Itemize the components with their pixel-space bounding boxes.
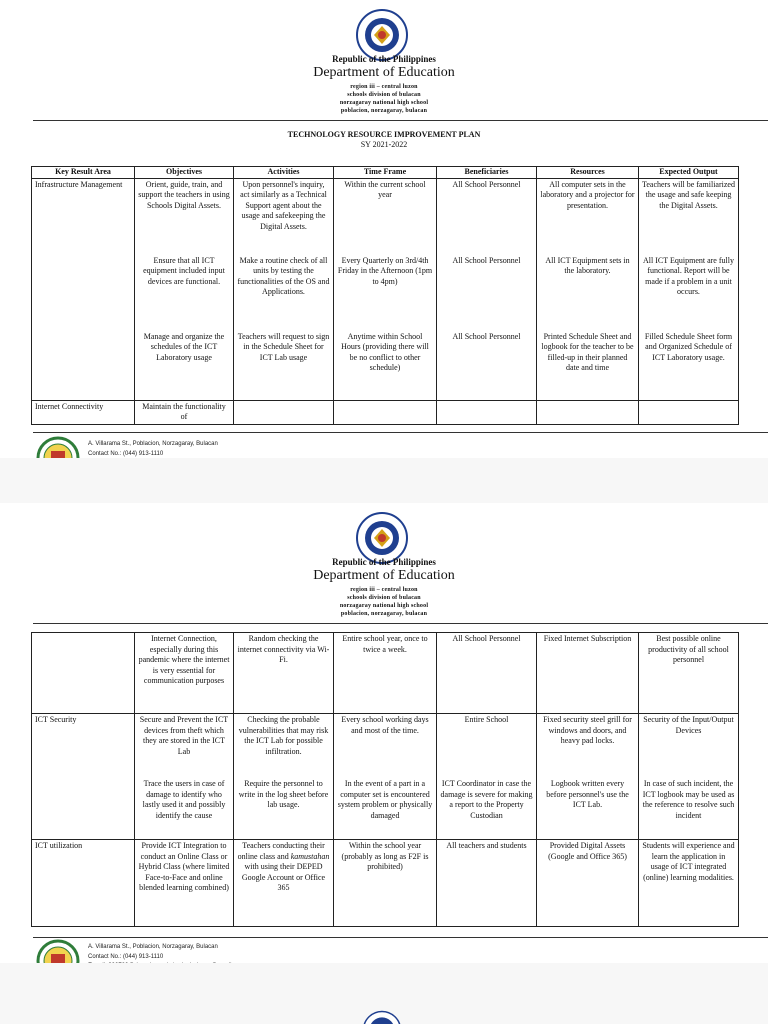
beneficiary-text: Entire School [464, 715, 509, 724]
expected-output-text: In case of such incident, the ICT logbook may be used as the reference to resolve such incident [642, 779, 735, 820]
kra-cell: ICT Security [32, 714, 135, 840]
time-frame-text: Every Quarterly on 3rd/4th Friday in the Afternoon (1pm to 4pm) [337, 255, 433, 286]
time-frame-cell [334, 714, 437, 840]
table-row [32, 178, 739, 400]
footer-divider [33, 937, 768, 938]
time-frame-text: Every school working days and most of the time. [341, 715, 429, 735]
region-label: region iii – central luzon [350, 84, 418, 90]
activity-text: Checking the probable vulnerabilities that may risk the ICT Lab for possible infiltration. [238, 715, 329, 756]
page-gap [0, 458, 768, 503]
beneficiaries-cell [437, 714, 537, 840]
resource-text: Printed Schedule Sheet and logbook for the teacher to be filled-up in their planned date and time [541, 331, 634, 372]
expected-output-text: All ICT Equipment are fully functional. Report will be made if a problem in a unit occurs. [643, 255, 734, 296]
resource-text: All ICT Equipment sets in the laboratory. [545, 255, 630, 275]
table-header-row [32, 167, 739, 179]
activity-text: Upon personnel's inquiry, act similarly as a Technical Support agent about the usage and safekeeping the Digital Assets. [240, 179, 327, 231]
column-header: Beneficiaries [437, 167, 537, 179]
activities-cell [234, 714, 334, 840]
activity-text-part: with using their DEPED Google Account or Office 365 [241, 862, 326, 892]
activities-cell [234, 400, 334, 424]
objective-text: Ensure that all ICT equipment included input devices are functional. [143, 255, 225, 286]
time-frame-cell [334, 400, 437, 424]
beneficiary-text: All School Personnel [452, 179, 521, 189]
time-frame-text: Anytime within School Hours (providing there will be no conflict to other schedule) [341, 331, 429, 372]
objective-text: Secure and Prevent the ICT devices from theft which they are stored in the ICT Lab [139, 715, 229, 756]
time-frame-cell: Entire school year, once to twice a week. [334, 633, 437, 714]
header-divider [33, 120, 768, 121]
expected-output-cell [639, 178, 739, 400]
time-frame-cell: Within the school year (probably as long as F2F is prohibited) [334, 840, 437, 927]
objectives-cell: Internet Connection, especially during this pandemic where the internet is very essential for communication purposes [135, 633, 234, 714]
time-frame-text: Within the current school year [344, 179, 426, 199]
kra-infrastructure: Infrastructure Management [35, 179, 123, 189]
time-frame-text: In the event of a part in a computer set is encountered system problem or physically damaged [337, 779, 433, 820]
resources-cell [537, 400, 639, 424]
plan-title: TECHNOLOGY RESOURCE IMPROVEMENT PLAN [287, 130, 481, 139]
region-label: region iii – central luzon [350, 587, 418, 593]
resources-cell [537, 714, 639, 840]
objectives-cell [135, 178, 234, 400]
school-label: norzagaray national high school [339, 603, 429, 609]
column-header: Time Frame [334, 167, 437, 179]
expected-output-cell: Best possible online productivity of all school personnel [639, 633, 739, 714]
expected-output-text: Filled Schedule Sheet form and Organized Schedule of ICT Laboratory usage. [644, 331, 733, 362]
resources-cell [537, 178, 639, 400]
expected-output-text: Security of the Input/Output Devices [643, 715, 734, 735]
footer-contact: Contact No.: (044) 913-1110 [88, 450, 164, 457]
objective-text: Orient, guide, train, and support the teachers in using Schools Digital Assets. [138, 179, 230, 210]
division-label: schools division of bulacan [347, 595, 421, 601]
table-row [32, 400, 739, 424]
address-label: poblacion, norzagaray, bulacan [340, 108, 428, 114]
expected-output-cell [639, 400, 739, 424]
objectives-cell [135, 714, 234, 840]
plan-school-year: SY 2021-2022 [360, 140, 408, 149]
beneficiary-text: All School Personnel [452, 255, 521, 265]
beneficiaries-cell: All teachers and students [437, 840, 537, 927]
plan-table-page-2 [31, 632, 739, 927]
beneficiaries-cell [437, 400, 537, 424]
kra-cell [32, 633, 135, 714]
header-divider [33, 623, 768, 624]
kra-cell: ICT utilization [32, 840, 135, 927]
activities-cell [234, 840, 334, 927]
beneficiaries-cell [437, 178, 537, 400]
column-header: Resources [537, 167, 639, 179]
footer-contact: Contact No.: (044) 913-1110 [88, 953, 164, 960]
expected-output-cell: Students will experience and learn the application in usage of ICT integrated (online) learning modalities. [639, 840, 739, 927]
resources-cell: Provided Digital Assets (Google and Office 365) [537, 840, 639, 927]
beneficiary-text: ICT Coordinator in case the damage is severe for making a report to the Property Custodian [440, 779, 533, 820]
objective-text: Manage and organize the schedules of the ICT Laboratory usage [143, 331, 225, 362]
department-title: Department of Education [313, 568, 455, 583]
table-row [32, 840, 739, 927]
beneficiary-text: All School Personnel [452, 331, 521, 341]
address-label: poblacion, norzagaray, bulacan [340, 611, 428, 617]
activity-text: Teachers will request to sign in the Schedule Sheet for ICT Lab usage [237, 331, 330, 362]
beneficiaries-cell: All School Personnel [437, 633, 537, 714]
objectives-cell: Provide ICT Integration to conduct an Online Class or Hybrid Class (where limited Face-to-Face and online blended learning combined) [135, 840, 234, 927]
division-label: schools division of bulacan [347, 92, 421, 98]
activities-cell [234, 178, 334, 400]
activity-text-emphasis: kamustahan [290, 851, 330, 861]
activities-cell: Random checking the internet connectivity via Wi-Fi. [234, 633, 334, 714]
expected-output-cell [639, 714, 739, 840]
objectives-cell: Maintain the functionality of [135, 400, 234, 424]
objective-text: Trace the users in case of damage to identify who lastly used it and possibly identify the cause [142, 779, 226, 820]
page-2 [0, 503, 768, 963]
column-header: Expected Output [639, 167, 739, 179]
next-page-seal-icon [362, 1010, 402, 1024]
page-1 [0, 0, 768, 458]
resource-text: Fixed security steel grill for windows and doors, and heavy pad locks. [543, 715, 632, 745]
activity-text: Make a routine check of all units by testing the functionalities of the OS and Applications. [237, 255, 330, 296]
footer-address: A. Villarama St., Poblacion, Norzagaray, Bulacan [88, 944, 218, 950]
republic-label: Republic of the Philippines [332, 54, 436, 64]
activity-text: Require the personnel to write in the log sheet before lab usage. [238, 779, 329, 809]
table-row [32, 633, 739, 714]
column-header: Key Result Area [32, 167, 135, 179]
column-header: Objectives [135, 167, 234, 179]
kra-cell [32, 178, 135, 400]
kra-cell: Internet Connectivity [32, 400, 135, 424]
time-frame-cell [334, 178, 437, 400]
table-row [32, 714, 739, 840]
department-title: Department of Education [313, 65, 455, 80]
resource-text: Logbook written every before personnel's use the ICT Lab. [546, 779, 629, 809]
activity-text-part: Teachers conducting their online class and [237, 841, 325, 861]
school-label: norzagaray national high school [339, 100, 429, 106]
footer-address: A. Villarama St., Poblacion, Norzagaray, Bulacan [88, 441, 218, 447]
deped-seal-icon [362, 1010, 402, 1024]
republic-label: Republic of the Philippines [332, 557, 436, 567]
resources-cell: Fixed Internet Subscription [537, 633, 639, 714]
footer-divider [33, 432, 768, 433]
expected-output-text: Teachers will be familiarized the usage and safe keeping the Digital Assets. [642, 179, 735, 210]
plan-table-page-1 [31, 166, 739, 425]
column-header: Activities [234, 167, 334, 179]
resource-text: All computer sets in the laboratory and a projector for presentation. [540, 179, 635, 210]
